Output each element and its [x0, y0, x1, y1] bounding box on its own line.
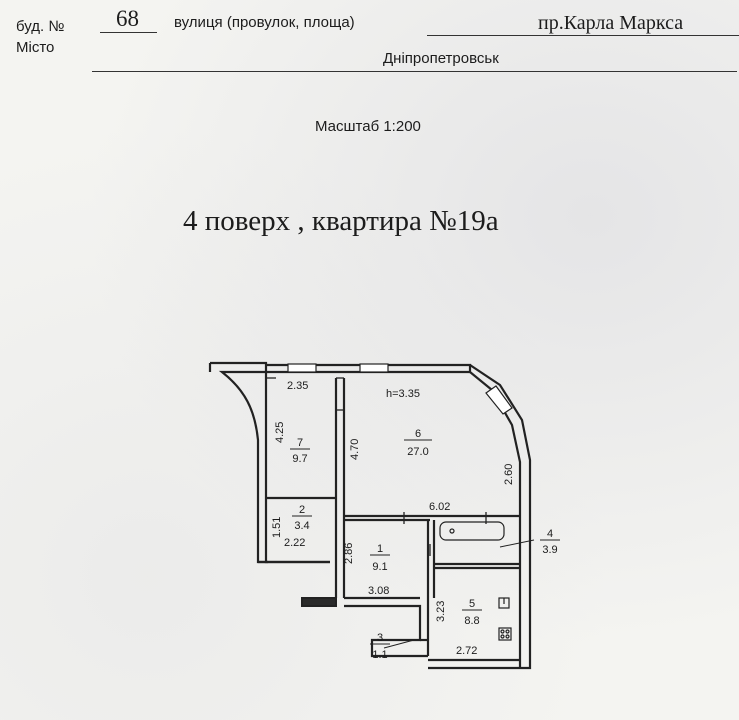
ceiling-height-label: h=3.35: [386, 388, 420, 400]
bathtub-icon: [440, 522, 504, 540]
window-room-6-a: [360, 364, 388, 372]
dim-label: 4.70: [349, 438, 361, 460]
city-label: Місто: [16, 39, 55, 56]
svg-text:3.9: 3.9: [542, 544, 558, 556]
window-room-7: [288, 364, 316, 372]
svg-text:1.1: 1.1: [372, 649, 388, 661]
room-label-6: [404, 428, 432, 458]
svg-text:4: 4: [546, 528, 554, 540]
room-label-2: [292, 504, 312, 532]
sink-icon: [499, 598, 509, 608]
building-label: буд. №: [16, 18, 65, 35]
svg-text:9.7: 9.7: [292, 453, 308, 465]
svg-text:8.8: 8.8: [464, 615, 480, 627]
stove-icon: [499, 628, 511, 640]
dim-label: 2.60: [503, 463, 515, 485]
room-label-1: [370, 543, 390, 573]
city-value: Дніпропетровськ: [383, 50, 499, 67]
svg-text:7: 7: [296, 437, 304, 449]
dim-label: 6.02: [429, 501, 451, 513]
dim-label: 3.08: [368, 585, 390, 597]
svg-text:2: 2: [298, 504, 306, 516]
room-label-7: [290, 437, 310, 465]
building-number: 68: [116, 6, 139, 31]
dim-label: 4.25: [274, 421, 286, 443]
window-room-6-b: [486, 386, 512, 414]
street-value: пр.Карла Маркса: [538, 12, 684, 34]
plan-walls: [210, 363, 530, 668]
floor-title: 4 поверх , квартира №19а: [183, 205, 499, 237]
dim-label: 1.51: [271, 516, 283, 538]
room-label-4: [540, 528, 560, 556]
room-label-5: [462, 598, 482, 627]
dim-label: 2.72: [456, 645, 478, 657]
svg-text:3.4: 3.4: [294, 520, 310, 532]
svg-text:6: 6: [414, 428, 422, 440]
svg-text:5: 5: [468, 598, 476, 610]
dim-label: 2.86: [343, 542, 355, 564]
scale-text: Масштаб 1:200: [315, 118, 421, 135]
svg-text:3: 3: [376, 632, 384, 644]
svg-text:9.1: 9.1: [372, 561, 388, 573]
svg-text:27.0: 27.0: [407, 446, 429, 458]
street-label: вулиця (провулок, площа): [174, 14, 355, 31]
svg-text:1: 1: [376, 543, 384, 555]
dim-label: 2.35: [287, 380, 309, 392]
dim-label: 2.22: [284, 537, 306, 549]
dim-label: 3.23: [435, 600, 447, 622]
